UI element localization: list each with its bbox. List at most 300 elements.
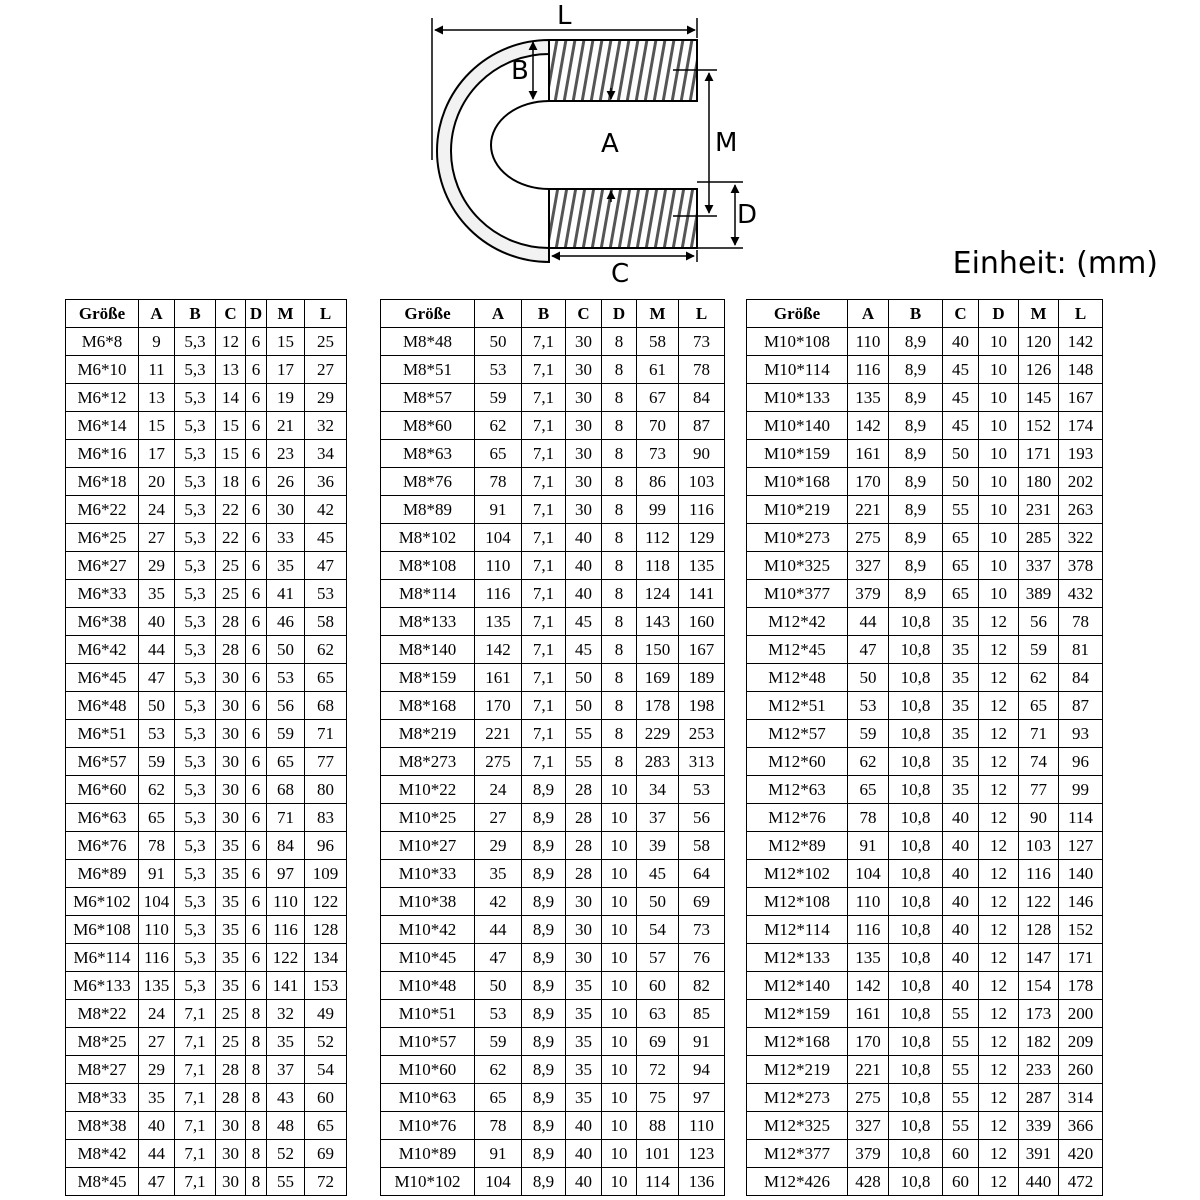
value-cell: 10,8 (889, 832, 943, 860)
value-cell: 32 (305, 412, 347, 440)
column-gap (347, 356, 381, 384)
value-cell: 253 (679, 720, 725, 748)
value-cell: 60 (943, 1140, 979, 1168)
value-cell: 116 (475, 580, 522, 608)
size-cell: M12*426 (747, 1168, 848, 1196)
value-cell: 81 (1059, 636, 1103, 664)
value-cell: 10 (979, 552, 1019, 580)
value-cell: 71 (305, 720, 347, 748)
value-cell: 48 (267, 1112, 305, 1140)
value-cell: 58 (679, 832, 725, 860)
value-cell: 221 (848, 1056, 889, 1084)
value-cell: 169 (637, 664, 679, 692)
value-cell: 40 (566, 1140, 602, 1168)
value-cell: 12 (979, 1084, 1019, 1112)
size-cell: M8*38 (66, 1112, 139, 1140)
value-cell: 53 (475, 356, 522, 384)
value-cell: 116 (679, 496, 725, 524)
value-cell: 8,9 (889, 580, 943, 608)
value-cell: 8 (602, 580, 637, 608)
size-cell: M10*325 (747, 552, 848, 580)
column-gap (347, 720, 381, 748)
size-cell: M10*22 (381, 776, 475, 804)
u-bolt-diagram (425, 0, 758, 298)
column-gap (347, 384, 381, 412)
size-cell: M12*102 (747, 860, 848, 888)
size-cell: M10*45 (381, 944, 475, 972)
size-cell: M12*60 (747, 748, 848, 776)
value-cell: 5,3 (175, 860, 216, 888)
value-cell: 260 (1059, 1056, 1103, 1084)
column-gap (725, 1056, 747, 1084)
value-cell: 8 (602, 356, 637, 384)
column-gap (347, 776, 381, 804)
value-cell: 58 (305, 608, 347, 636)
size-cell: M12*108 (747, 888, 848, 916)
value-cell: 8 (602, 496, 637, 524)
value-cell: 30 (566, 384, 602, 412)
size-cell: M10*38 (381, 888, 475, 916)
table-row (66, 1084, 1103, 1112)
value-cell: 8,9 (522, 1112, 566, 1140)
value-cell: 5,3 (175, 468, 216, 496)
size-cell: M12*168 (747, 1028, 848, 1056)
value-cell: 78 (475, 468, 522, 496)
value-cell: 141 (679, 580, 725, 608)
value-cell: 30 (216, 1168, 246, 1196)
table-row (66, 608, 1103, 636)
value-cell: 7,1 (522, 580, 566, 608)
value-cell: 109 (305, 860, 347, 888)
value-cell: 78 (475, 1112, 522, 1140)
value-cell: 28 (216, 636, 246, 664)
size-cell: M6*114 (66, 944, 139, 972)
table-row (66, 412, 1103, 440)
value-cell: 52 (305, 1028, 347, 1056)
value-cell: 65 (139, 804, 175, 832)
size-cell: M10*377 (747, 580, 848, 608)
value-cell: 200 (1059, 1000, 1103, 1028)
value-cell: 10,8 (889, 1028, 943, 1056)
value-cell: 327 (848, 552, 889, 580)
value-cell: 59 (475, 1028, 522, 1056)
u-bolt-body (437, 40, 697, 262)
value-cell: 135 (139, 972, 175, 1000)
value-cell: 10,8 (889, 1000, 943, 1028)
table-row (66, 720, 1103, 748)
value-cell: 58 (637, 328, 679, 356)
value-cell: 428 (848, 1168, 889, 1196)
value-cell: 50 (475, 328, 522, 356)
value-cell: 6 (246, 860, 267, 888)
value-cell: 202 (1059, 468, 1103, 496)
column-gap (347, 916, 381, 944)
size-cell: M10*76 (381, 1112, 475, 1140)
value-cell: 91 (848, 832, 889, 860)
column-gap (725, 944, 747, 972)
value-cell: 8,9 (889, 328, 943, 356)
table-row (66, 1056, 1103, 1084)
value-cell: 20 (139, 468, 175, 496)
size-cell: M10*108 (747, 328, 848, 356)
label-a: A (601, 129, 619, 159)
value-cell: 7,1 (522, 552, 566, 580)
value-cell: 91 (679, 1028, 725, 1056)
value-cell: 59 (475, 384, 522, 412)
column-gap (347, 888, 381, 916)
column-gap (347, 552, 381, 580)
value-cell: 12 (979, 1028, 1019, 1056)
column-gap (347, 636, 381, 664)
value-cell: 103 (1019, 832, 1059, 860)
value-cell: 104 (475, 1168, 522, 1196)
table-row (66, 468, 1103, 496)
column-gap (347, 1168, 381, 1196)
value-cell: 167 (1059, 384, 1103, 412)
value-cell: 114 (1059, 804, 1103, 832)
value-cell: 67 (637, 384, 679, 412)
table-row (66, 1000, 1103, 1028)
value-cell: 73 (637, 440, 679, 468)
size-cell: M6*14 (66, 412, 139, 440)
value-cell: 5,3 (175, 496, 216, 524)
column-header: C (216, 300, 246, 328)
value-cell: 101 (637, 1140, 679, 1168)
value-cell: 74 (1019, 748, 1059, 776)
value-cell: 30 (216, 804, 246, 832)
value-cell: 5,3 (175, 916, 216, 944)
value-cell: 122 (305, 888, 347, 916)
value-cell: 65 (475, 1084, 522, 1112)
column-header: B (889, 300, 943, 328)
table-row (66, 664, 1103, 692)
value-cell: 420 (1059, 1140, 1103, 1168)
value-cell: 5,3 (175, 776, 216, 804)
value-cell: 30 (566, 944, 602, 972)
value-cell: 35 (216, 916, 246, 944)
value-cell: 12 (979, 776, 1019, 804)
value-cell: 33 (267, 524, 305, 552)
value-cell: 10,8 (889, 860, 943, 888)
value-cell: 35 (566, 1084, 602, 1112)
value-cell: 8,9 (889, 552, 943, 580)
value-cell: 62 (139, 776, 175, 804)
value-cell: 87 (1059, 692, 1103, 720)
value-cell: 52 (267, 1140, 305, 1168)
value-cell: 55 (566, 720, 602, 748)
value-cell: 8 (246, 1084, 267, 1112)
table-row (66, 776, 1103, 804)
value-cell: 6 (246, 468, 267, 496)
value-cell: 10 (602, 860, 637, 888)
column-gap (347, 328, 381, 356)
value-cell: 6 (246, 524, 267, 552)
value-cell: 47 (139, 664, 175, 692)
size-cell: M12*273 (747, 1084, 848, 1112)
value-cell: 6 (246, 608, 267, 636)
column-gap (725, 580, 747, 608)
size-cell: M10*102 (381, 1168, 475, 1196)
size-cell: M8*89 (381, 496, 475, 524)
size-cell: M6*10 (66, 356, 139, 384)
value-cell: 143 (637, 608, 679, 636)
size-cell: M8*108 (381, 552, 475, 580)
column-gap (347, 608, 381, 636)
value-cell: 142 (1059, 328, 1103, 356)
value-cell: 154 (1019, 972, 1059, 1000)
size-cell: M10*63 (381, 1084, 475, 1112)
value-cell: 29 (139, 1056, 175, 1084)
value-cell: 97 (679, 1084, 725, 1112)
value-cell: 35 (216, 944, 246, 972)
column-gap (725, 748, 747, 776)
size-cell: M10*33 (381, 860, 475, 888)
value-cell: 28 (216, 1056, 246, 1084)
header-row (66, 300, 1103, 328)
column-header: A (475, 300, 522, 328)
value-cell: 8 (246, 1140, 267, 1168)
value-cell: 78 (848, 804, 889, 832)
value-cell: 123 (679, 1140, 725, 1168)
value-cell: 56 (267, 692, 305, 720)
column-gap (725, 636, 747, 664)
value-cell: 34 (305, 440, 347, 468)
value-cell: 6 (246, 664, 267, 692)
value-cell: 50 (943, 440, 979, 468)
value-cell: 5,3 (175, 356, 216, 384)
value-cell: 8,9 (522, 972, 566, 1000)
table-row (66, 384, 1103, 412)
value-cell: 8,9 (522, 1028, 566, 1056)
value-cell: 12 (216, 328, 246, 356)
value-cell: 77 (1019, 776, 1059, 804)
size-cell: M12*114 (747, 916, 848, 944)
column-header: L (679, 300, 725, 328)
value-cell: 37 (267, 1056, 305, 1084)
value-cell: 5,3 (175, 664, 216, 692)
value-cell: 50 (267, 636, 305, 664)
value-cell: 378 (1059, 552, 1103, 580)
value-cell: 40 (566, 524, 602, 552)
value-cell: 135 (848, 944, 889, 972)
value-cell: 12 (979, 1140, 1019, 1168)
size-cell: M8*168 (381, 692, 475, 720)
value-cell: 275 (848, 1084, 889, 1112)
value-cell: 91 (475, 496, 522, 524)
value-cell: 17 (267, 356, 305, 384)
value-cell: 32 (267, 1000, 305, 1028)
value-cell: 30 (267, 496, 305, 524)
size-cell: M6*8 (66, 328, 139, 356)
value-cell: 44 (848, 608, 889, 636)
value-cell: 78 (139, 832, 175, 860)
column-header: Größe (66, 300, 139, 328)
value-cell: 314 (1059, 1084, 1103, 1112)
value-cell: 97 (267, 860, 305, 888)
value-cell: 59 (139, 748, 175, 776)
column-header: B (522, 300, 566, 328)
size-cell: M6*12 (66, 384, 139, 412)
dimension-c (549, 250, 697, 289)
value-cell: 6 (246, 692, 267, 720)
value-cell: 22 (216, 524, 246, 552)
value-cell: 283 (637, 748, 679, 776)
size-cell: M6*76 (66, 832, 139, 860)
column-gap (725, 804, 747, 832)
size-cell: M10*25 (381, 804, 475, 832)
value-cell: 8,9 (889, 524, 943, 552)
value-cell: 231 (1019, 496, 1059, 524)
size-cell: M12*89 (747, 832, 848, 860)
value-cell: 275 (475, 748, 522, 776)
size-cell: M8*140 (381, 636, 475, 664)
value-cell: 10,8 (889, 944, 943, 972)
value-cell: 69 (637, 1028, 679, 1056)
table-row (66, 580, 1103, 608)
value-cell: 68 (267, 776, 305, 804)
value-cell: 8 (602, 468, 637, 496)
value-cell: 7,1 (522, 692, 566, 720)
size-cell: M8*22 (66, 1000, 139, 1028)
value-cell: 85 (679, 1000, 725, 1028)
value-cell: 8 (602, 608, 637, 636)
value-cell: 129 (679, 524, 725, 552)
size-cell: M8*133 (381, 608, 475, 636)
value-cell: 55 (943, 1084, 979, 1112)
value-cell: 35 (267, 1028, 305, 1056)
size-cell: M8*51 (381, 356, 475, 384)
size-cell: M10*48 (381, 972, 475, 1000)
value-cell: 35 (216, 972, 246, 1000)
size-cell: M8*42 (66, 1140, 139, 1168)
value-cell: 10 (602, 1168, 637, 1196)
value-cell: 134 (305, 944, 347, 972)
value-cell: 28 (216, 608, 246, 636)
table-row (66, 440, 1103, 468)
value-cell: 7,1 (522, 608, 566, 636)
column-header: Größe (381, 300, 475, 328)
value-cell: 8 (602, 720, 637, 748)
value-cell: 8,9 (522, 860, 566, 888)
value-cell: 55 (943, 1056, 979, 1084)
value-cell: 45 (305, 524, 347, 552)
value-cell: 10,8 (889, 664, 943, 692)
value-cell: 78 (679, 356, 725, 384)
value-cell: 379 (848, 580, 889, 608)
size-cell: M10*57 (381, 1028, 475, 1056)
value-cell: 135 (475, 608, 522, 636)
value-cell: 322 (1059, 524, 1103, 552)
column-header: M (1019, 300, 1059, 328)
size-cell: M12*325 (747, 1112, 848, 1140)
value-cell: 29 (475, 832, 522, 860)
value-cell: 8,9 (522, 888, 566, 916)
value-cell: 337 (1019, 552, 1059, 580)
value-cell: 7,1 (522, 356, 566, 384)
value-cell: 19 (267, 384, 305, 412)
value-cell: 12 (979, 692, 1019, 720)
value-cell: 167 (679, 636, 725, 664)
value-cell: 5,3 (175, 328, 216, 356)
value-cell: 8 (602, 384, 637, 412)
value-cell: 12 (979, 1168, 1019, 1196)
column-gap (347, 440, 381, 468)
value-cell: 110 (267, 888, 305, 916)
column-gap (725, 692, 747, 720)
value-cell: 62 (1019, 664, 1059, 692)
value-cell: 7,1 (522, 440, 566, 468)
value-cell: 160 (679, 608, 725, 636)
value-cell: 8,9 (522, 944, 566, 972)
size-cell: M10*273 (747, 524, 848, 552)
column-header: M (637, 300, 679, 328)
column-gap (725, 916, 747, 944)
value-cell: 6 (246, 412, 267, 440)
value-cell: 170 (848, 1028, 889, 1056)
value-cell: 7,1 (175, 1000, 216, 1028)
label-l: L (557, 1, 572, 31)
value-cell: 69 (305, 1140, 347, 1168)
size-cell: M12*76 (747, 804, 848, 832)
value-cell: 47 (848, 636, 889, 664)
value-cell: 27 (305, 356, 347, 384)
value-cell: 6 (246, 440, 267, 468)
value-cell: 55 (943, 1028, 979, 1056)
value-cell: 45 (943, 412, 979, 440)
value-cell: 57 (637, 944, 679, 972)
value-cell: 142 (475, 636, 522, 664)
size-cell: M8*60 (381, 412, 475, 440)
value-cell: 118 (637, 552, 679, 580)
value-cell: 110 (679, 1112, 725, 1140)
size-cell: M8*219 (381, 720, 475, 748)
table-row (66, 1028, 1103, 1056)
size-cell: M6*45 (66, 664, 139, 692)
value-cell: 25 (216, 1000, 246, 1028)
value-cell: 229 (637, 720, 679, 748)
value-cell: 8 (246, 1112, 267, 1140)
value-cell: 30 (566, 496, 602, 524)
value-cell: 114 (637, 1168, 679, 1196)
value-cell: 54 (637, 916, 679, 944)
value-cell: 379 (848, 1140, 889, 1168)
size-cell: M6*108 (66, 916, 139, 944)
column-gap (725, 552, 747, 580)
value-cell: 28 (216, 1084, 246, 1112)
value-cell: 10,8 (889, 748, 943, 776)
value-cell: 45 (943, 356, 979, 384)
size-cell: M6*57 (66, 748, 139, 776)
value-cell: 8,9 (522, 1056, 566, 1084)
column-gap (725, 1084, 747, 1112)
column-header: L (305, 300, 347, 328)
column-header: D (979, 300, 1019, 328)
column-gap (725, 356, 747, 384)
column-gap (347, 692, 381, 720)
value-cell: 30 (216, 748, 246, 776)
size-table (65, 299, 1103, 1196)
value-cell: 161 (848, 1000, 889, 1028)
column-gap (347, 580, 381, 608)
value-cell: 55 (267, 1168, 305, 1196)
value-cell: 10,8 (889, 1140, 943, 1168)
column-header: L (1059, 300, 1103, 328)
value-cell: 8,9 (889, 440, 943, 468)
value-cell: 62 (305, 636, 347, 664)
value-cell: 116 (848, 916, 889, 944)
value-cell: 161 (475, 664, 522, 692)
value-cell: 43 (267, 1084, 305, 1112)
